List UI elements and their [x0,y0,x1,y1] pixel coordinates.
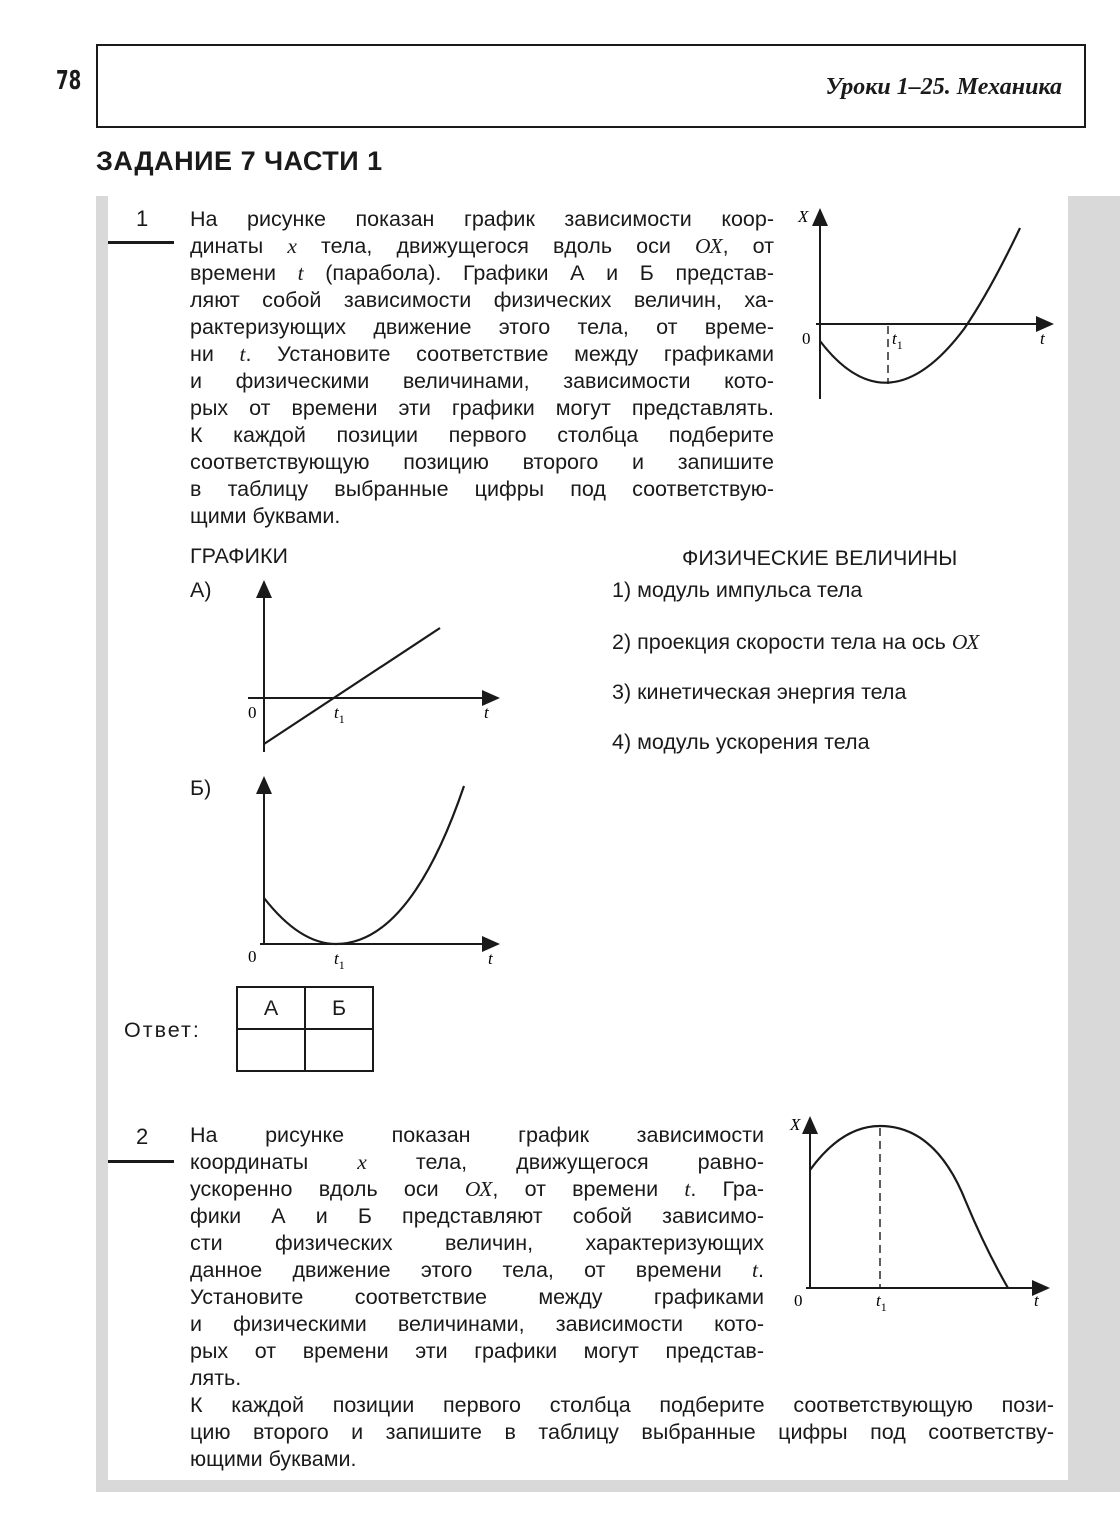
t1-label: $t_1$ [334,949,345,972]
task1-text-line: рактеризующих движение этого тела, от време- [190,315,774,339]
task1-text-line: в таблицу выбранные цифры под соответствую- [190,477,774,501]
task2-instruction [190,1392,1054,1473]
task1-text [190,206,774,530]
quantity-4: 4) модуль ускорения тела [612,730,870,754]
t1-label: $t_1$ [334,703,345,726]
graph-b [240,772,504,972]
t-axis-label: t [484,703,489,722]
task1-text-line: и физическими величинами, зависимости кото- [190,369,774,393]
parabola-curve [820,228,1020,383]
task1-marker-line [108,241,174,244]
page-number: 78 [56,66,82,96]
task2-text-line: лять. [190,1366,242,1390]
quantity-2: 2) проекция скорости тела на ось ОХ [612,630,980,654]
task2-text-line: На рисунке показан график зависимости [190,1123,764,1147]
math-variable: x [357,1150,367,1174]
parabola-curve [810,1126,1008,1288]
task2-number: 2 [136,1124,149,1149]
t-axis-label: t [1034,1291,1039,1310]
answer-header-a: А [237,987,305,1029]
answer-table [236,986,374,1072]
origin-label: 0 [802,329,811,348]
t-axis-label: t [1040,329,1045,348]
math-variable: t [684,1177,691,1201]
task2-marker-line [108,1160,174,1163]
parabola-curve [264,786,464,944]
math-variable: t [752,1258,759,1282]
math-variable: ОХ [951,630,980,654]
task1-text-line: динаты x тела, движущегося вдоль оси ОХ, от [190,234,775,258]
task1-main-graph [796,204,1060,404]
running-header [96,44,1086,128]
quantity-1: 1) модуль импульса тела [612,578,863,602]
quantities-heading: ФИЗИЧЕСКИЕ ВЕЛИЧИНЫ [682,546,958,570]
task2-text [190,1122,764,1392]
graph-a [240,576,504,756]
task2-text-line: фики А и Б представляют собой зависимо- [190,1204,764,1228]
task1-number: 1 [136,206,149,231]
math-variable: ОХ [464,1177,493,1201]
task2-text-line: Установите соответствие между графиками [190,1285,764,1309]
math-variable: x [287,234,297,258]
origin-label: 0 [248,703,257,722]
task1-text-line: К каждой позиции первого столбца подберите [190,423,774,447]
math-variable: t [239,342,246,366]
graphs-heading: ГРАФИКИ [190,544,288,568]
task2-text-line: и физическими величинами, зависимости кото- [190,1312,764,1336]
task1-text-line: времени t (парабола). Графики А и Б представ- [190,261,774,285]
answer-cell-b[interactable] [305,1029,373,1071]
task1-text-line: ляют собой зависимости физических величин, ха- [190,288,774,312]
x-axis-label: X [790,1115,801,1134]
header-title: Уроки 1–25. Механика [825,74,1062,100]
linear-graph [264,628,440,744]
section-title: ЗАДАНИЕ 7 ЧАСТИ 1 [96,146,383,176]
task1-text-line: щими буквами. [190,504,341,528]
answer-label: Ответ: [124,1018,201,1042]
task2-instruction-line: К каждой позиции первого столбца подберите соответствующую пози- [190,1393,1054,1417]
task1-text-line: соответствующую позицию второго и запишите [190,450,774,474]
t1-label: $t_1$ [892,329,903,352]
task2-instruction-line: цию второго и запишите в таблицу выбранные цифры под соответству- [190,1420,1054,1444]
origin-label: 0 [248,947,257,966]
task2-main-graph [786,1110,1056,1316]
task1-text-line: ни t. Установите соответствие между графиками [190,342,775,366]
task1-text-line: рых от времени эти графики могут представлять. [190,396,774,420]
t1-label: $t_1$ [876,1291,887,1314]
quantity-3: 3) кинетическая энергия тела [612,680,907,704]
task2-text-line: сти физических величин, характеризующих [190,1231,764,1255]
task2-text-line: координаты x тела, движущегося равно- [190,1150,764,1174]
task2-instruction-line: ющими буквами. [190,1447,357,1471]
x-axis-label: X [798,207,809,226]
answer-cell-a[interactable] [237,1029,305,1071]
graph-b-label: Б) [190,776,212,800]
task2-text-line: рых от времени эти графики могут представ- [190,1339,764,1363]
task2-text-line: ускоренно вдоль оси ОХ, от времени t. Гра- [190,1177,765,1201]
math-variable: ОХ [694,234,723,258]
origin-label: 0 [794,1291,803,1310]
task1-text-line: На рисунке показан график зависимости коор- [190,207,774,231]
graph-a-label: А) [190,578,212,602]
t-axis-label: t [488,949,493,968]
answer-header-b: Б [305,987,373,1029]
math-variable: t [297,261,304,285]
task2-text-line: данное движение этого тела, от времени t. [190,1258,764,1282]
